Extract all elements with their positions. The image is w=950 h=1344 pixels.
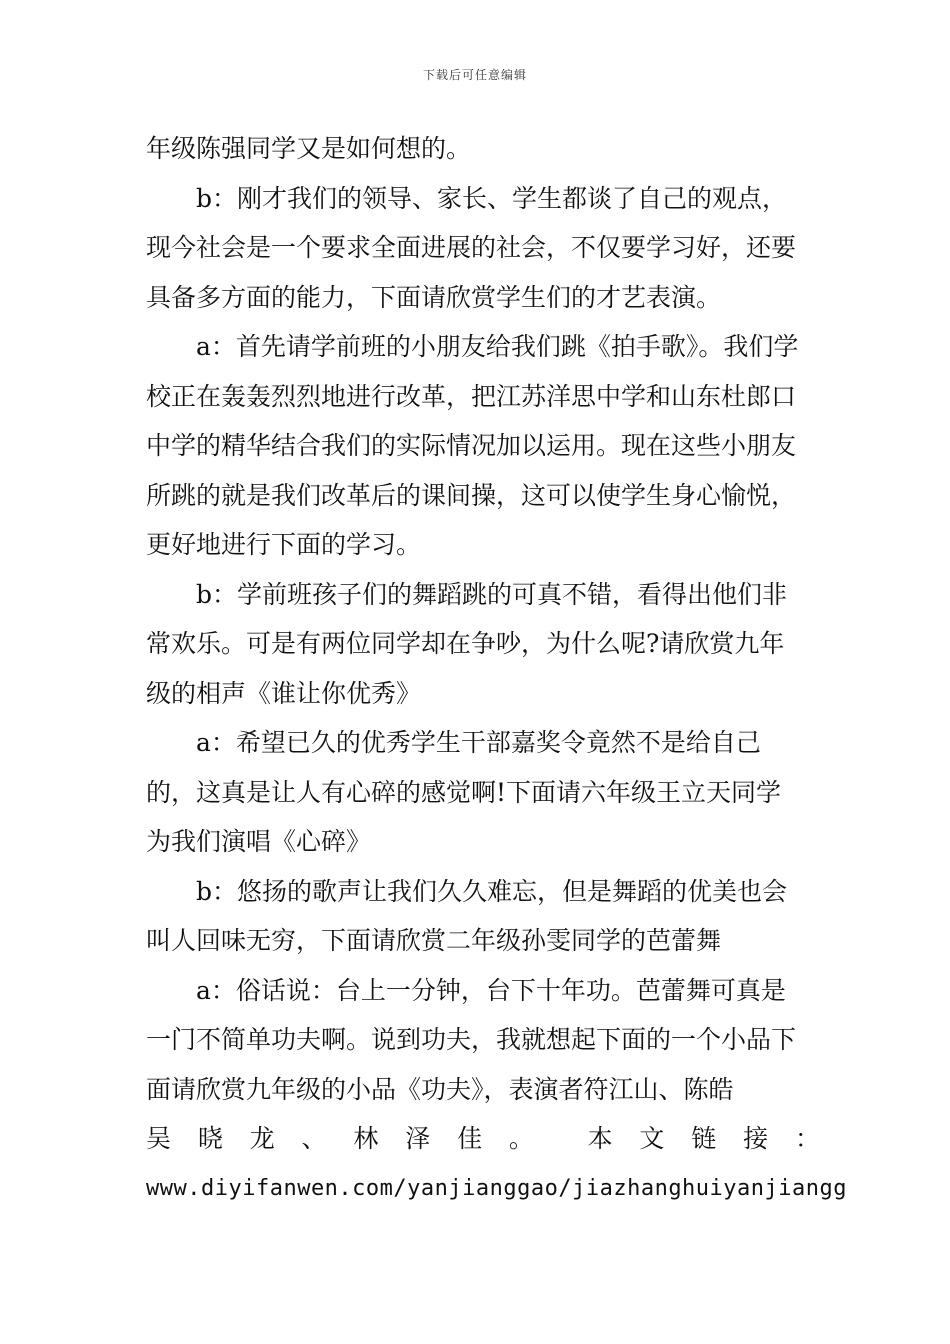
char: 龙 [249,1124,275,1153]
char: 本 [587,1124,613,1153]
paragraph: 年级陈强同学又是如何想的。 [146,134,472,163]
char: 链 [691,1124,717,1153]
char: 吴 [146,1124,172,1153]
char: 佳 [457,1124,483,1153]
paragraph: b：悠扬的歌声让我们久久难忘，但是舞蹈的优美也会叫人回味无穷，下面请欣赏二年级孙雯同学的芭蕾舞 [146,876,788,955]
char: 接 [743,1124,769,1153]
char: 晓 [197,1124,223,1153]
justified-line [146,1114,820,1164]
paragraph: a：希望已久的优秀学生干部嘉奖令竟然不是给自己的，这真是让人有心碎的感觉啊!下面请六年级王立天同学为我们演唱《心碎》 [146,728,782,856]
char: 文 [639,1124,665,1153]
paragraph: b：学前班孩子们的舞蹈跳的可真不错，看得出他们非常欢乐。可是有两位同学却在争吵，为什么呢?请欣赏九年级的相声《谁让你优秀》 [146,579,788,708]
char: 泽 [405,1124,431,1153]
char: ： [794,1124,820,1153]
paragraph: b：刚才我们的领导、家长、学生都谈了自己的观点，现今社会是一个要求全面进展的社会，不仅要学习好，还要具备多方面的能力，下面请欣赏学生们的才艺表演。 [146,183,797,312]
paragraph: a：俗话说：台上一分钟，台下十年功。芭蕾舞可真是一门不简单功夫啊。说到功夫，我就想起下面的一个小品下面请欣赏九年级的小品《功夫》，表演者符江山、陈皓 [146,975,797,1104]
page-header: 下载后可任意编辑 [422,68,527,82]
source-url[interactable]: www.diyifanwen.com/yanjianggao/jiazhanghuiyanjiangg [146,1175,848,1201]
char: 、 [301,1124,327,1153]
char: 林 [353,1124,379,1153]
char: 。 [508,1124,534,1153]
document-body [146,124,848,1213]
paragraph: a：首先请学前班的小朋友给我们跳《拍手歌》。我们学校正在轰轰烈烈地进行改革，把江苏洋思中学和山东杜郎口中学的精华结合我们的实际情况加以运用。现在这些小朋友所跳的就是我们改革后的课间操，这可以使学生身心愉悦，更好地进行下面的学习。 [146,332,799,559]
